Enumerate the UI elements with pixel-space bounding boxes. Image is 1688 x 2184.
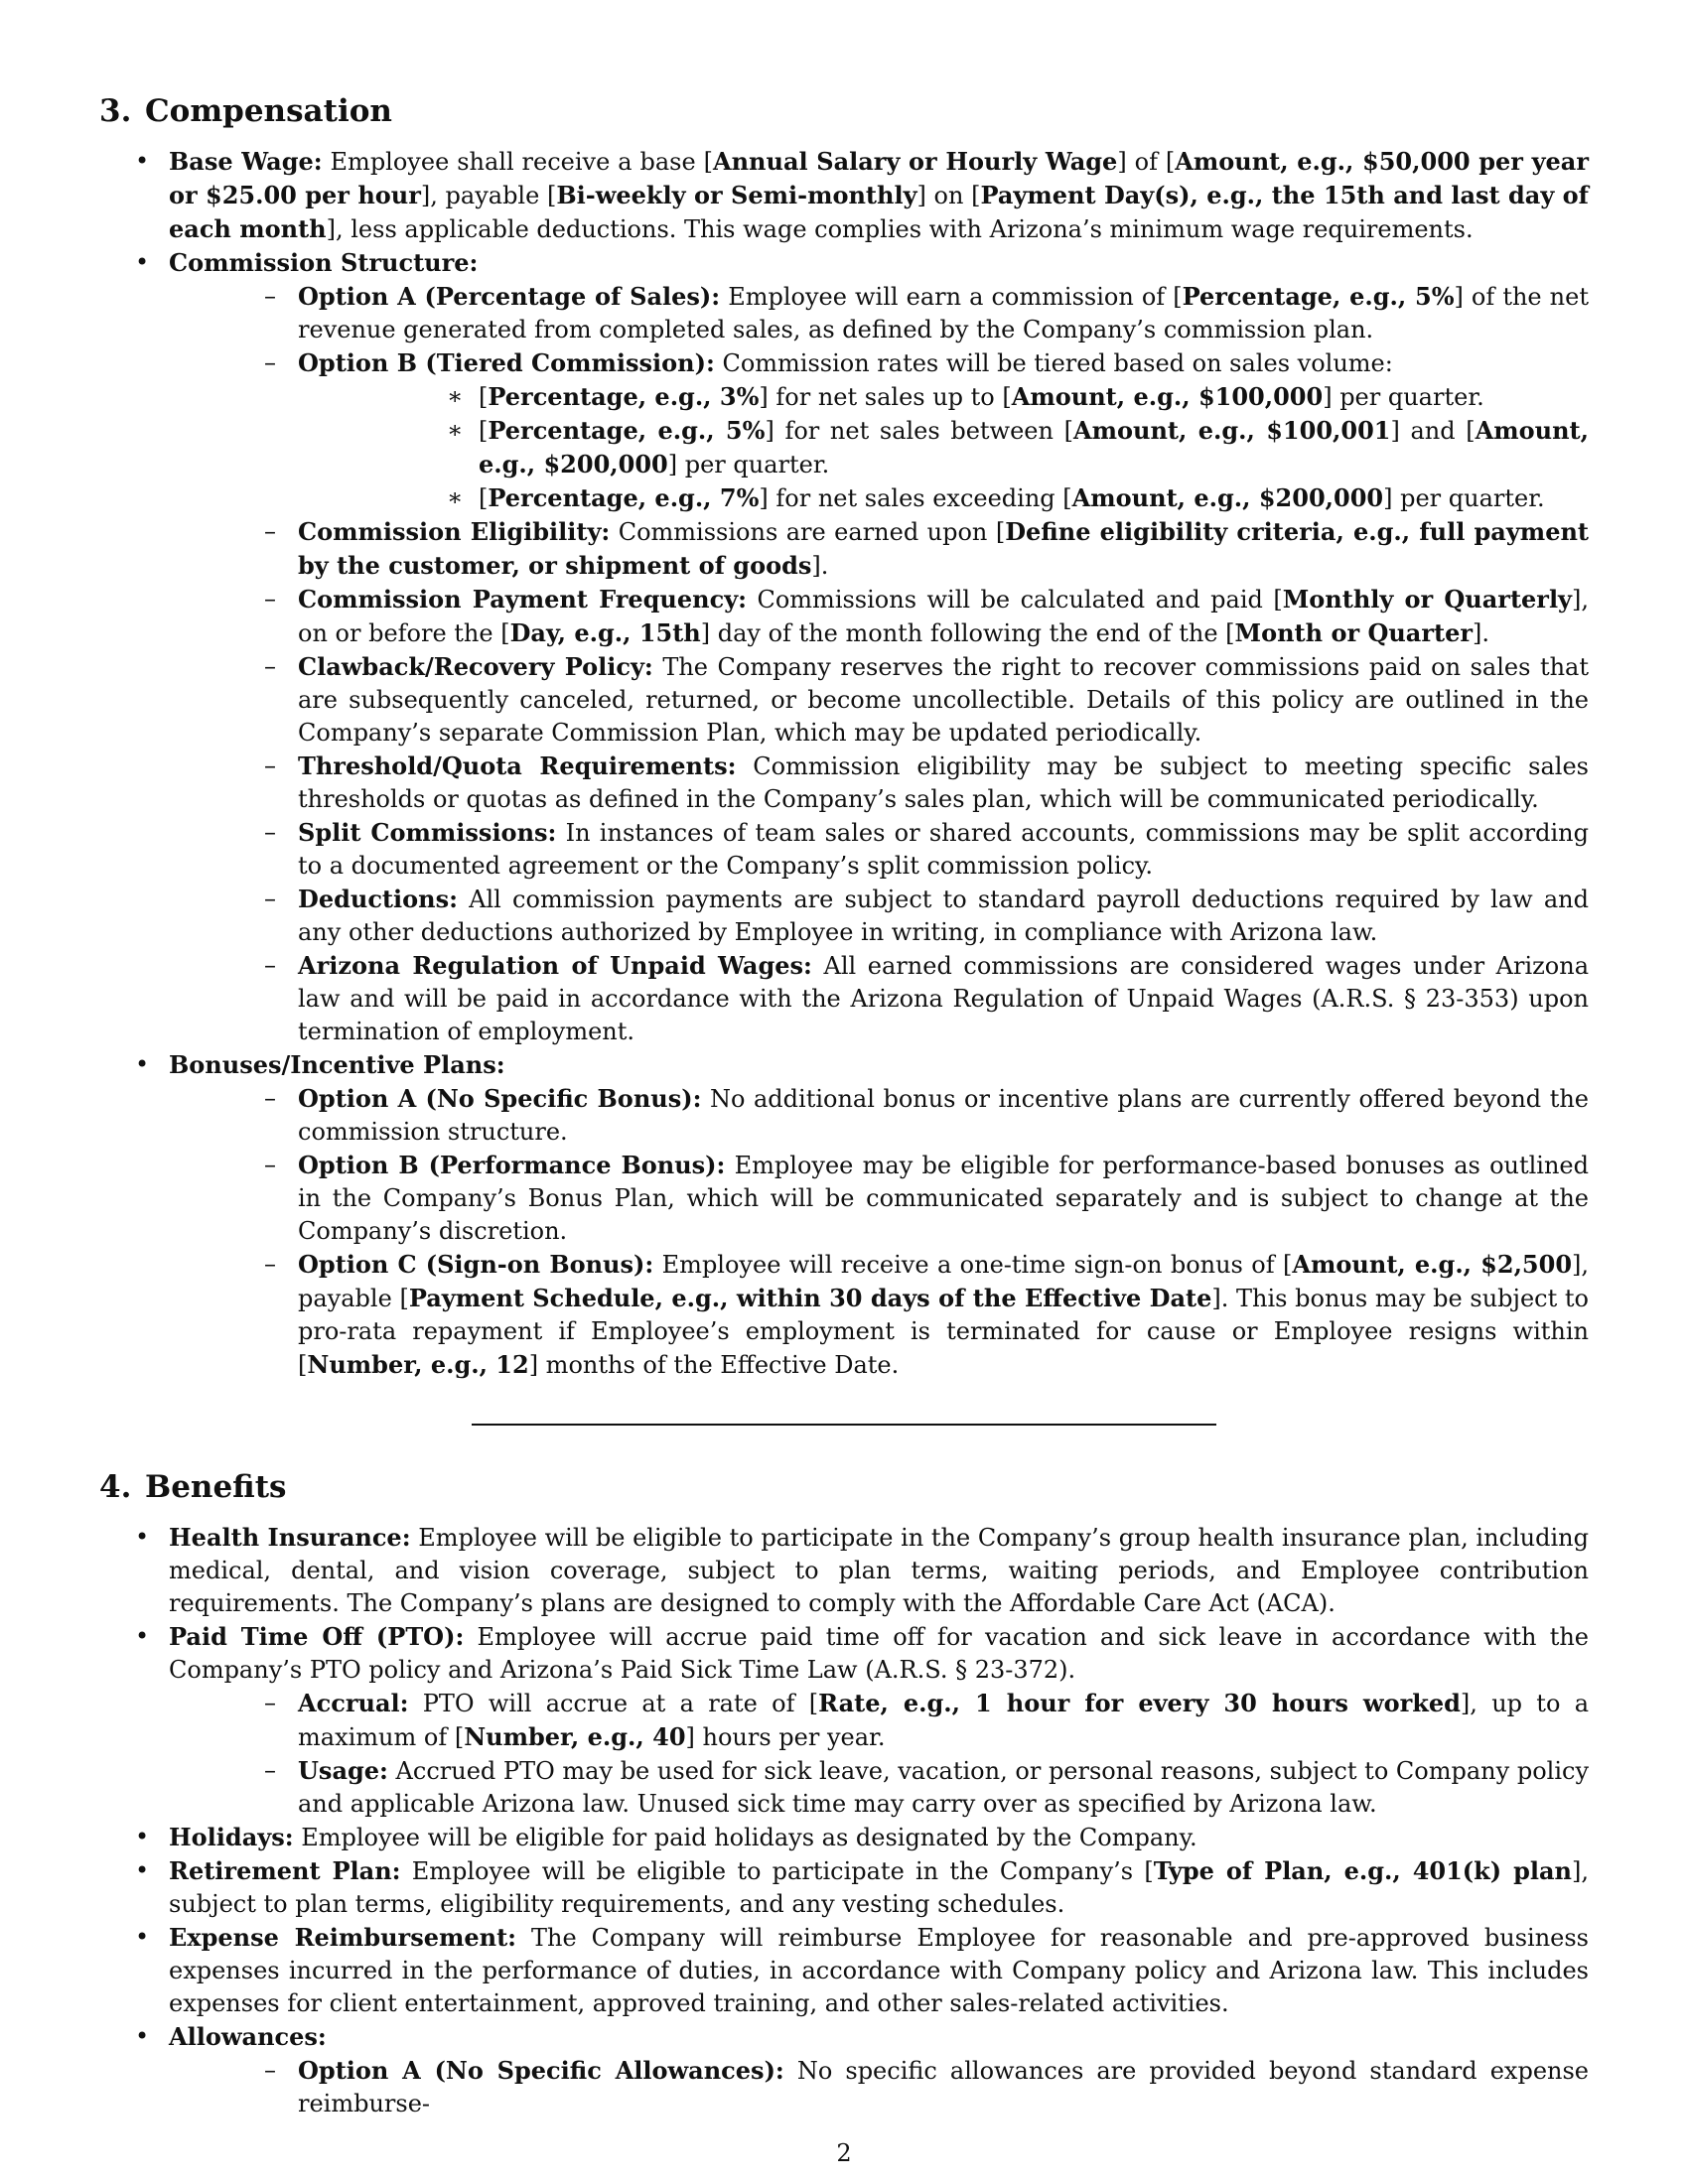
item-text (298, 1757, 1589, 1818)
text-run: The Company reserves the right to recover commissions paid on sales that are subsequently canceled, returned, or become uncollectible. Details of this policy are outlined in the Company’s separate Commission Plan, which may be updated periodically. (298, 653, 1590, 747)
text-run: ], less applicable deductions. This wage complies with Arizona’s minimum wage requirements. (326, 215, 1474, 243)
text-run: ], payable [ (298, 1251, 1590, 1312)
item-text (169, 1824, 1197, 1851)
list-item-commission-eligibility: – Commission Eligibility: Commissions are earned upon [Define eligibility criteria, e.g., full payment by the customer, or shipment of goods]. (264, 517, 1590, 580)
text-run: Employee will be eligible to participate in the Company’s group health insurance plan, including medical, dental, and vision coverage, subject to plan terms, waiting periods, and Employee contribution requirements. The Company’s plans are designed to comply with the Affordable Care Act (ACA). (169, 1524, 1589, 1617)
page-content (99, 91, 1589, 2120)
list-item-tier-3: ∗ [Percentage, e.g., 7%] for net sales exceeding [Amount, e.g., $200,000] per quarter. (447, 483, 1545, 512)
item-text (298, 952, 1589, 1045)
item-text (298, 283, 1589, 343)
bold-run: Percentage, e.g., 5% (488, 416, 766, 445)
text-run: Employee will earn a commission of [ (720, 283, 1183, 311)
item-text (298, 1152, 1589, 1245)
bold-run: Percentage, e.g., 3% (488, 382, 760, 411)
list-item-deductions: – Deductions: All commission payments are subject to standard payroll deductions required by law and any other deductions authorized by Employee in writing, in compliance with Arizona law. (264, 885, 1589, 946)
text-run: ] of [ (1117, 148, 1176, 176)
text-run: Employee will receive a one-time sign-on bonus of [ (653, 1251, 1293, 1279)
text-run: Employee will accrue paid time off for vacation and sick leave in accordance with the Company’s PTO policy and Arizona’s Paid Sick Time Law (A.R.S. § 23-372). (169, 1623, 1589, 1684)
list-item-payment-frequency: – Commission Payment Frequency: Commissions will be calculated and paid [Monthly or Quarterly], on or before the [Day, e.g., 15th] day of the month following the end of the [Month or Quarter]. (264, 585, 1590, 647)
section-title: Benefits (145, 1469, 287, 1505)
text-run: In instances of team sales or shared accounts, commissions may be split according to a documented agreement or the Company’s split commission policy. (298, 819, 1589, 880)
bold-run: Number, e.g., 12 (307, 1350, 529, 1379)
item-text (298, 1251, 1589, 1379)
text-run: ]. (1473, 619, 1490, 647)
text-run: PTO will accrue at a rate of [ (408, 1690, 819, 1717)
bold-run: Amount, e.g., $200,000 (1071, 483, 1384, 512)
benefits-list (99, 1521, 1589, 2120)
section-number: 4. (99, 1469, 132, 1505)
section-divider (472, 1424, 1216, 1426)
text-run: ] months of the Effective Date. (528, 1351, 900, 1379)
bold-run: Annual Salary or Hourly Wage (712, 147, 1118, 176)
text-run: All commission payments are subject to standard payroll deductions required by law and any other deductions authorized by Employee in writing, in compliance with Arizona law. (298, 886, 1589, 946)
tier-sublist (298, 380, 1589, 515)
text-run: ] per quarter. (1383, 484, 1545, 512)
text-run: Commission rates will be tiered based on sales volume: (714, 349, 1393, 377)
bold-run: Month or Quarter (1234, 618, 1474, 647)
text-run: The Company will reimburse Employee for reasonable and pre-approved business expenses incurred in the performance of duties, in accordance with Company policy and Arizona law. This includes expenses for client entertainment, approved training, and other sales-related activities. (169, 1924, 1589, 2017)
bold-run: Rate, e.g., 1 hour for every 30 hours worked (818, 1689, 1461, 1717)
list-item-tier-1: ∗ [Percentage, e.g., 3%] for net sales up to [Amount, e.g., $100,000] per quarter. (447, 382, 1484, 411)
bold-run: Arizona Regulation of Unpaid Wages: (298, 951, 812, 980)
text-run: ], on or before the [ (298, 586, 1590, 647)
text-run: ]. This bonus may be subject to pro-rata repayment if Employee’s employment is terminated for cause or Employee resigns within [ (298, 1285, 1590, 1379)
bold-run: Amount, e.g., $200,000 (479, 416, 1589, 478)
text-run: ] on [ (916, 182, 981, 209)
list-item-bonus-option-a: – Option A (No Specific Bonus): No additional bonus or incentive plans are currently offered beyond the commission structure. (264, 1084, 1590, 1146)
item-text (298, 886, 1589, 946)
list-item-retirement: • Retirement Plan: Employee will be eligible to participate in the Company’s [Type of Plan, e.g., 401(k) plan], subject to plan terms, eligibility requirements, and any vesting schedules. (135, 1856, 1589, 1918)
text-run: Employee will be eligible to participate in the Company’s [ (400, 1857, 1154, 1885)
bold-run: Holidays: (169, 1823, 294, 1851)
item-text (169, 1857, 1589, 1918)
bold-run: Option A (No Specific Bonus): (298, 1084, 702, 1113)
text-run: ], up to a maximum of [ (298, 1690, 1589, 1751)
list-item-threshold: – Threshold/Quota Requirements: Commission eligibility may be subject to meeting specific sales thresholds or quotas as defined in the Company’s sales plan, which will be communicated periodically. (264, 751, 1589, 813)
text-run: ] and [ (1390, 417, 1476, 445)
bold-run: Threshold/Quota Requirements: (298, 751, 737, 780)
bonus-sublist (169, 1082, 1589, 1382)
list-item-bonus-option-c: – Option C (Sign-on Bonus): Employee will receive a one-time sign-on bonus of [Amount, e.g., $2,500], payable [Payment Schedule, e.g., within 30 days of the Effective Date]. This bonus may be subject to pro-rata repayment if Employee’s employment is terminated for cause or Employee resigns within [Number, e.g., 12] months of the Effective Date. (264, 1250, 1590, 1379)
text-run: ]. (811, 552, 829, 580)
page-number: 2 (836, 2139, 852, 2167)
item-text (298, 653, 1589, 747)
item-text (298, 349, 1393, 377)
bold-run: Percentage, e.g., 7% (488, 483, 760, 512)
list-item-tier-2: ∗ [Percentage, e.g., 5%] for net sales between [Amount, e.g., $100,001] and [Amount, e.g., $200,000] per quarter. (447, 416, 1589, 478)
text-run: Commissions will be calculated and paid [ (747, 586, 1283, 614)
list-item-commission-structure: • Commission Structure: – Option A (Percentage of Sales): Employee will earn a commission of [Percentage, e.g., 5%] of the net revenue generated from completed sales, as defined by the Company’s commission plan. – Option B (Tiered Commission): Commission rates will be tiered based on sales volume: ∗ [Percentage, e.g., 3%] for net sales up to [Amount, e.g., $100,000] per quarter. ∗ [Percentage, e.g., 5%] for net sales between [Amount, e.g., $100,001] and [Amount, e.g., $200,000] per quarter. ∗ [Percentage, e.g., 7%] for net sales exceeding [Amount, e.g., $200,000] per quarter. – Commission Eligibility: Commissions are earned upon [Define eligibility criteria, e.g., full payment by the customer, or shipment of goods]. – Commission Payment Frequency: Commissions will be calculated and paid [Monthly or Quarterly], on or before the [Day, e.g., 15th] day of the month following the end of the [Month or Quarter]. – Clawback/Recovery Policy: The Company reserves the right to recover commissions paid on sales that are subsequently canceled, returned, or become uncollectible. Details of this policy are outlined in the Company’s separate Commission Plan, which may be updated periodically. – Threshold/Quota Requirements: Commission eligibility may be subject to meeting specific sales thresholds or quotas as defined in the Company’s sales plan, which will be communicated periodically. – Split Commissions: In instances of team sales or shared accounts, commissions may be split according to a documented agreement or the Company’s split commission policy. – Deductions: All commission payments are subject to standard payroll deductions required by law and any other deductions authorized by Employee in writing, in compliance with Arizona law. – Arizona Regulation of Unpaid Wages: All earned commissions are considered wages under Arizona law and will be paid in accordance with the Arizona Regulation of Unpaid Wages (A.R.S. § 23-353) upon termination of employment. (99, 246, 1589, 1048)
bold-run: Clawback/Recovery Policy: (298, 652, 653, 681)
list-item-expense: • Expense Reimbursement: The Company will reimburse Employee for reasonable and pre-approved business expenses incurred in the performance of duties, in accordance with Company policy and Arizona law. This includes expenses for client entertainment, approved training, and other sales-related activities. (135, 1923, 1589, 2017)
section-number: 3. (99, 93, 132, 129)
item-text (298, 1690, 1589, 1751)
text-run: [ (479, 484, 489, 512)
text-run: ], subject to plan terms, eligibility requirements, and any vesting schedules. (169, 1857, 1589, 1918)
bold-run: Option B (Performance Bonus): (298, 1151, 726, 1179)
bold-run: Allowances: (169, 2022, 327, 2051)
item-text (298, 1085, 1589, 1146)
bold-run: Retirement Plan: (169, 1856, 401, 1885)
section-title: Compensation (145, 93, 392, 129)
list-item-split-commissions: – Split Commissions: In instances of team sales or shared accounts, commissions may be split according to a documented agreement or the Company’s split commission policy. (264, 818, 1589, 880)
item-text (298, 2057, 1589, 2117)
bold-run: Amount, e.g., $2,500 (1292, 1250, 1573, 1279)
bold-run: Bonuses/Incentive Plans: (169, 1050, 505, 1079)
text-run: Employee may be eligible for performance-based bonuses as outlined in the Company’s Bonus Plan, which will be communicated separately and is subject to change at the Company’s discretion. (298, 1152, 1589, 1245)
item-text (298, 819, 1589, 880)
pto-sublist (169, 1687, 1589, 1821)
list-item-allowance-option-a: – Option A (No Specific Allowances): No specific allowances are provided beyond standard expense reimburse- (264, 2056, 1589, 2117)
bold-run: Health Insurance: (169, 1523, 411, 1552)
list-item-pto: • Paid Time Off (PTO): Employee will accrue paid time off for vacation and sick leave in accordance with the Company’s PTO policy and Arizona’s Paid Sick Time Law (A.R.S. § 23-372). – Accrual: PTO will accrue at a rate of [Rate, e.g., 1 hour for every 30 hours worked], up to a maximum of [Number, e.g., 40] hours per year. – Usage: Accrued PTO may be used for sick leave, vacation, or personal reasons, subject to Company policy and applicable Arizona law. Unused sick time may carry over as specified by Arizona law. (99, 1620, 1589, 1821)
text-run: Employee shall receive a base [ (322, 148, 713, 176)
text-run: ] per quarter. (1323, 383, 1484, 411)
bold-run: Commission Payment Frequency: (298, 585, 748, 614)
list-item-bonus-option-b: – Option B (Performance Bonus): Employee may be eligible for performance-based bonuses as outlined in the Company’s Bonus Plan, which will be communicated separately and is subject to change at the Company’s discretion. (264, 1151, 1589, 1245)
bold-run: Amount, e.g., $100,001 (1072, 416, 1391, 445)
compensation-list (99, 145, 1589, 1382)
list-item-option-a: – Option A (Percentage of Sales): Employee will earn a commission of [Percentage, e.g., 5%] of the net revenue generated from completed sales, as defined by the Company’s commission plan. (264, 282, 1589, 343)
item-text (169, 2023, 327, 2051)
item-text (479, 417, 1589, 478)
bold-run: Accrual: (298, 1689, 409, 1717)
bold-run: Monthly or Quarterly (1282, 585, 1573, 614)
bold-run: Commission Eligibility: (298, 517, 611, 546)
list-item-clawback: – Clawback/Recovery Policy: The Company reserves the right to recover commissions paid on sales that are subsequently canceled, returned, or become uncollectible. Details of this policy are outlined in the Company’s separate Commission Plan, which may be updated periodically. (264, 652, 1590, 747)
bold-run: Option A (No Specific Allowances): (298, 2056, 784, 2085)
list-item-option-b: – Option B (Tiered Commission): Commission rates will be tiered based on sales volume: ∗ [Percentage, e.g., 3%] for net sales up to [Amount, e.g., $100,000] per quarter. ∗ [Percentage, e.g., 5%] for net sales between [Amount, e.g., $100,001] and [Amount, e.g., $200,000] per quarter. ∗ [Percentage, e.g., 7%] for net sales exceeding [Amount, e.g., $200,000] per quarter. (169, 346, 1589, 515)
text-run: ] per quarter. (667, 451, 830, 478)
text-run: ], payable [ (420, 182, 557, 209)
text-run: All earned commissions are considered wages under Arizona law and will be paid in accordance with the Arizona Regulation of Unpaid Wages (A.R.S. § 23-353) upon termination of employment. (298, 952, 1590, 1045)
text-run: [ (479, 417, 489, 445)
list-item-accrual: – Accrual: PTO will accrue at a rate of [Rate, e.g., 1 hour for every 30 hours worked], up to a maximum of [Number, e.g., 40] hours per year. (264, 1689, 1589, 1751)
text-run: Commission eligibility may be subject to meeting specific sales thresholds or quotas as defined in the Company’s sales plan, which will be communicated periodically. (298, 752, 1589, 813)
text-run: Commissions are earned upon [ (610, 518, 1006, 546)
item-text (169, 249, 478, 277)
item-text (479, 383, 1484, 411)
list-item-health-insurance: • Health Insurance: Employee will be eligible to participate in the Company’s group health insurance plan, including medical, dental, and vision coverage, subject to plan terms, waiting periods, and Employee contribution requirements. The Company’s plans are designed to comply with the Affordable Care Act (ACA). (135, 1523, 1589, 1617)
commission-sublist (169, 280, 1589, 1048)
bold-run: Option A (Percentage of Sales): (298, 282, 721, 311)
bold-run: Bi-weekly or Semi-monthly (556, 181, 917, 209)
list-item-holidays: • Holidays: Employee will be eligible for paid holidays as designated by the Company. (135, 1823, 1197, 1851)
bold-run: Paid Time Off (PTO): (169, 1622, 465, 1651)
item-text (169, 148, 1589, 243)
text-run: ] of the net revenue generated from completed sales, as defined by the Company’s commission plan. (298, 283, 1589, 343)
bold-run: Type of Plan, e.g., 401(k) plan (1153, 1856, 1572, 1885)
text-run: Accrued PTO may be used for sick leave, vacation, or personal reasons, subject to Company policy and applicable Arizona law. Unused sick time may carry over as specified by Arizona law. (298, 1757, 1589, 1818)
bold-run: Amount, e.g., $100,000 (1011, 382, 1324, 411)
text-run: Employee will be eligible for paid holidays as designated by the Company. (293, 1824, 1197, 1851)
bold-run: Percentage, e.g., 5% (1182, 282, 1455, 311)
item-text (169, 1524, 1589, 1617)
section-heading-benefits (99, 1467, 1589, 1507)
list-item-usage: – Usage: Accrued PTO may be used for sick leave, vacation, or personal reasons, subject to Company policy and applicable Arizona law. Unused sick time may carry over as specified by Arizona law. (264, 1756, 1589, 1818)
bold-run: Commission Structure: (169, 248, 479, 277)
item-text (169, 1924, 1589, 2017)
text-run: ] hours per year. (685, 1723, 886, 1751)
allowance-sublist (169, 2054, 1589, 2120)
list-item-allowances: • Allowances: – Option A (No Specific Allowances): No specific allowances are provided beyond standard expense reimburse- (99, 2020, 1589, 2120)
item-text (298, 586, 1589, 647)
text-run: ] for net sales between [ (765, 417, 1073, 445)
bold-run: Day, e.g., 15th (509, 618, 701, 647)
bold-run: Deductions: (298, 885, 458, 913)
bold-run: Payment Schedule, e.g., within 30 days of the Effective Date (408, 1284, 1212, 1312)
list-item-bonuses: • Bonuses/Incentive Plans: – Option A (No Specific Bonus): No additional bonus or incentive plans are currently offered beyond the commission structure. – Option B (Performance Bonus): Employee may be eligible for performance-based bonuses as outlined in the Company’s Bonus Plan, which will be communicated separately and is subject to change at the Company’s discretion. – Option C (Sign-on Bonus): Employee will receive a one-time sign-on bonus of [Amount, e.g., $2,500], payable [Payment Schedule, e.g., within 30 days of the Effective Date]. This bonus may be subject to pro-rata repayment if Employee’s employment is terminated for cause or Employee resigns within [Number, e.g., 12] months of the Effective Date. (99, 1048, 1589, 1382)
bold-run: Usage: (298, 1756, 388, 1785)
text-run: No specific allowances are provided beyond standard expense reimburse- (298, 2057, 1589, 2117)
text-run: ] for net sales up to [ (759, 383, 1012, 411)
bold-run: Payment Day(s), e.g., the 15th and last day of each month (169, 181, 1589, 243)
text-run: ] day of the month following the end of the [ (700, 619, 1235, 647)
item-text (479, 484, 1545, 512)
item-text (298, 518, 1589, 580)
bold-run: Base Wage: (169, 147, 323, 176)
bold-run: Option B (Tiered Commission): (298, 348, 715, 377)
text-run: [ (479, 383, 489, 411)
text-run: ] for net sales exceeding [ (759, 484, 1072, 512)
bold-run: Expense Reimbursement: (169, 1923, 517, 1952)
list-item-base-wage: • Base Wage: Employee shall receive a base [Annual Salary or Hourly Wage] of [Amount, e.g., $50,000 per year or $25.00 per hour], payable [Bi-weekly or Semi-monthly] on [Payment Day(s), e.g., the 15th and last day of each month], less applicable deductions. This wage complies with Arizona’s minimum wage requirements. (135, 147, 1589, 243)
item-text (169, 1623, 1589, 1684)
bold-run: Define eligibility criteria, e.g., full payment by the customer, or shipment of goods (298, 517, 1590, 580)
bold-run: Amount, e.g., $50,000 per year or $25.00 per hour (169, 147, 1589, 209)
item-text (298, 752, 1589, 813)
bold-run: Number, e.g., 40 (464, 1722, 686, 1751)
item-text (169, 1051, 505, 1079)
bold-run: Option C (Sign-on Bonus): (298, 1250, 654, 1279)
bold-run: Split Commissions: (298, 818, 557, 847)
section-heading-compensation (99, 91, 1589, 131)
list-item-unpaid-wages: – Arizona Regulation of Unpaid Wages: All earned commissions are considered wages under Arizona law and will be paid in accordance with the Arizona Regulation of Unpaid Wages (A.R.S. § 23-353) upon termination of employment. (264, 951, 1590, 1045)
text-run: No additional bonus or incentive plans are currently offered beyond the commission structure. (298, 1085, 1590, 1146)
